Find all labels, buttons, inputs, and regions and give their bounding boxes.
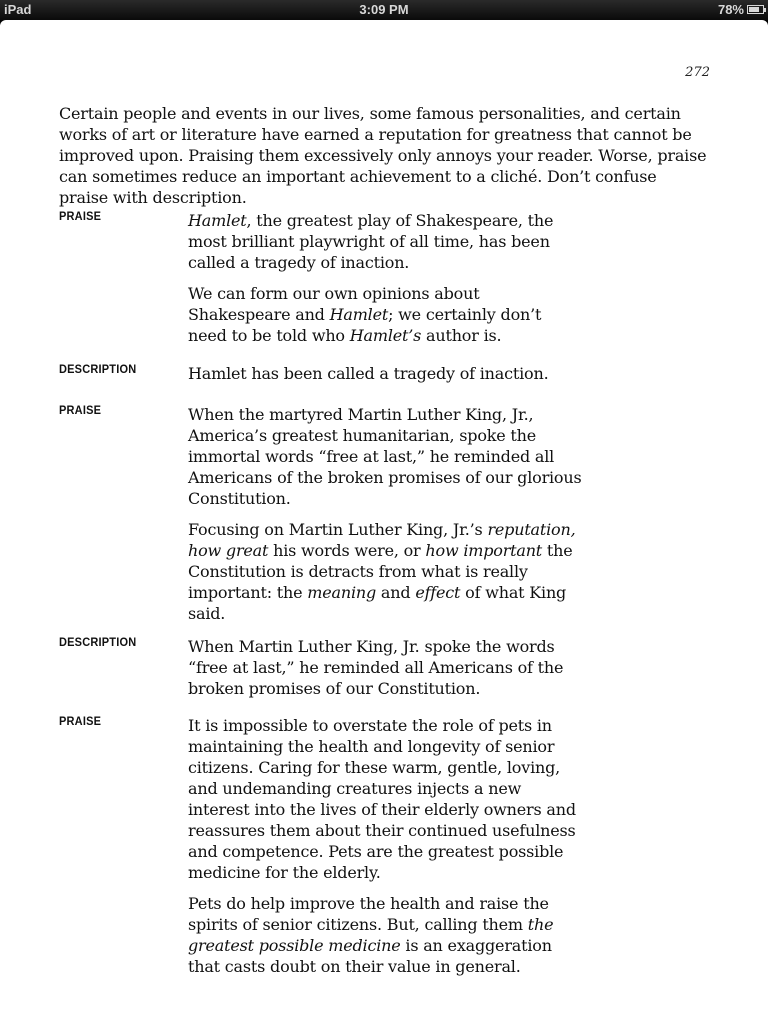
clock: 3:09 PM xyxy=(359,2,409,17)
italic-text: the greatest possible medicine xyxy=(188,915,554,955)
book-page[interactable] xyxy=(0,20,768,1024)
entry-body xyxy=(188,636,583,699)
italic-text: meaning xyxy=(307,583,377,602)
entry-paragraph xyxy=(188,893,583,977)
entry-label: PRAISE xyxy=(59,404,102,418)
status-bar xyxy=(0,0,768,20)
italic-text: effect xyxy=(415,583,461,602)
text-run: Pets do help improve the health and raise the spirits of senior citizens. But, calling them xyxy=(188,894,549,934)
entry-label: DESCRIPTION xyxy=(59,363,137,377)
text-run: We can form our own opinions about Shakespeare and xyxy=(188,284,480,324)
text-run: of what King said. xyxy=(188,583,567,623)
entry-paragraph xyxy=(188,363,583,384)
text-run: is an exaggeration that casts doubt on their value in general. xyxy=(188,936,552,976)
entry-body xyxy=(188,210,583,346)
battery-percent: 78% xyxy=(717,2,744,17)
text-run: author is. xyxy=(421,326,502,345)
battery-fill xyxy=(749,7,759,12)
entry-label: PRAISE xyxy=(59,715,102,729)
carrier-label: iPad xyxy=(4,2,32,17)
entry-body xyxy=(188,404,583,624)
intro-paragraph: Certain people and events in our lives, some famous personalities, and certain works of art or literature have earned a reputation for greatness that cannot be improved upon. Praising them excessively only annoys your reader. Worse, praise can sometimes reduce an important achievement to a cliché. Don’t confuse praise with description. xyxy=(59,104,707,207)
entry-paragraph xyxy=(188,283,583,346)
entry-paragraph xyxy=(188,210,583,273)
entry-body xyxy=(188,715,583,977)
italic-text: reputation, how great xyxy=(188,520,576,560)
battery-indicator xyxy=(718,2,764,17)
page-number: 272 xyxy=(685,65,710,80)
text-run: When the martyred Martin Luther King, Jr., America’s greatest humanitarian, spoke the immortal words “free at last,” he reminded all Americans of the broken promises of our glorious Constitution. xyxy=(188,405,582,508)
text-run: , the greatest play of Shakespeare, the most brilliant playwright of all time, has been called a tragedy of inaction. xyxy=(188,211,554,272)
italic-text: Hamlet xyxy=(188,211,247,230)
italic-text: how important xyxy=(425,541,543,560)
entry-paragraph xyxy=(188,519,583,624)
entry-paragraph xyxy=(188,404,583,509)
entry-paragraph xyxy=(188,636,583,699)
text-run: Focusing on Martin Luther King, Jr.’s xyxy=(188,520,488,539)
text-run: the Constitution is detracts from what is really important: the xyxy=(188,541,573,602)
text-run: It is impossible to overstate the role of pets in maintaining the health and longevity of senior citizens. Caring for these warm, gentle, loving, and undemanding creatures injects a new interest into the lives of their elderly owners and reassures them about their continued usefulness and competence. Pets are the greatest possible medicine for the elderly. xyxy=(188,716,576,882)
battery-icon xyxy=(747,5,764,14)
text-run: When Martin Luther King, Jr. spoke the words “free at last,” he reminded all Americans of the broken promises of our Constitution. xyxy=(188,637,564,698)
entry-label: PRAISE xyxy=(59,210,102,224)
text-run: Hamlet has been called a tragedy of inaction. xyxy=(188,364,549,383)
entry-paragraph xyxy=(188,715,583,883)
entry-label: DESCRIPTION xyxy=(59,636,137,650)
italic-text: Hamlet’s xyxy=(349,326,422,345)
text-run: and xyxy=(376,583,416,602)
text-run: ; we certainly don’t need to be told who xyxy=(188,305,542,345)
italic-text: Hamlet xyxy=(329,305,389,324)
text-run: his words were, or xyxy=(268,541,426,560)
entry-body xyxy=(188,363,583,384)
